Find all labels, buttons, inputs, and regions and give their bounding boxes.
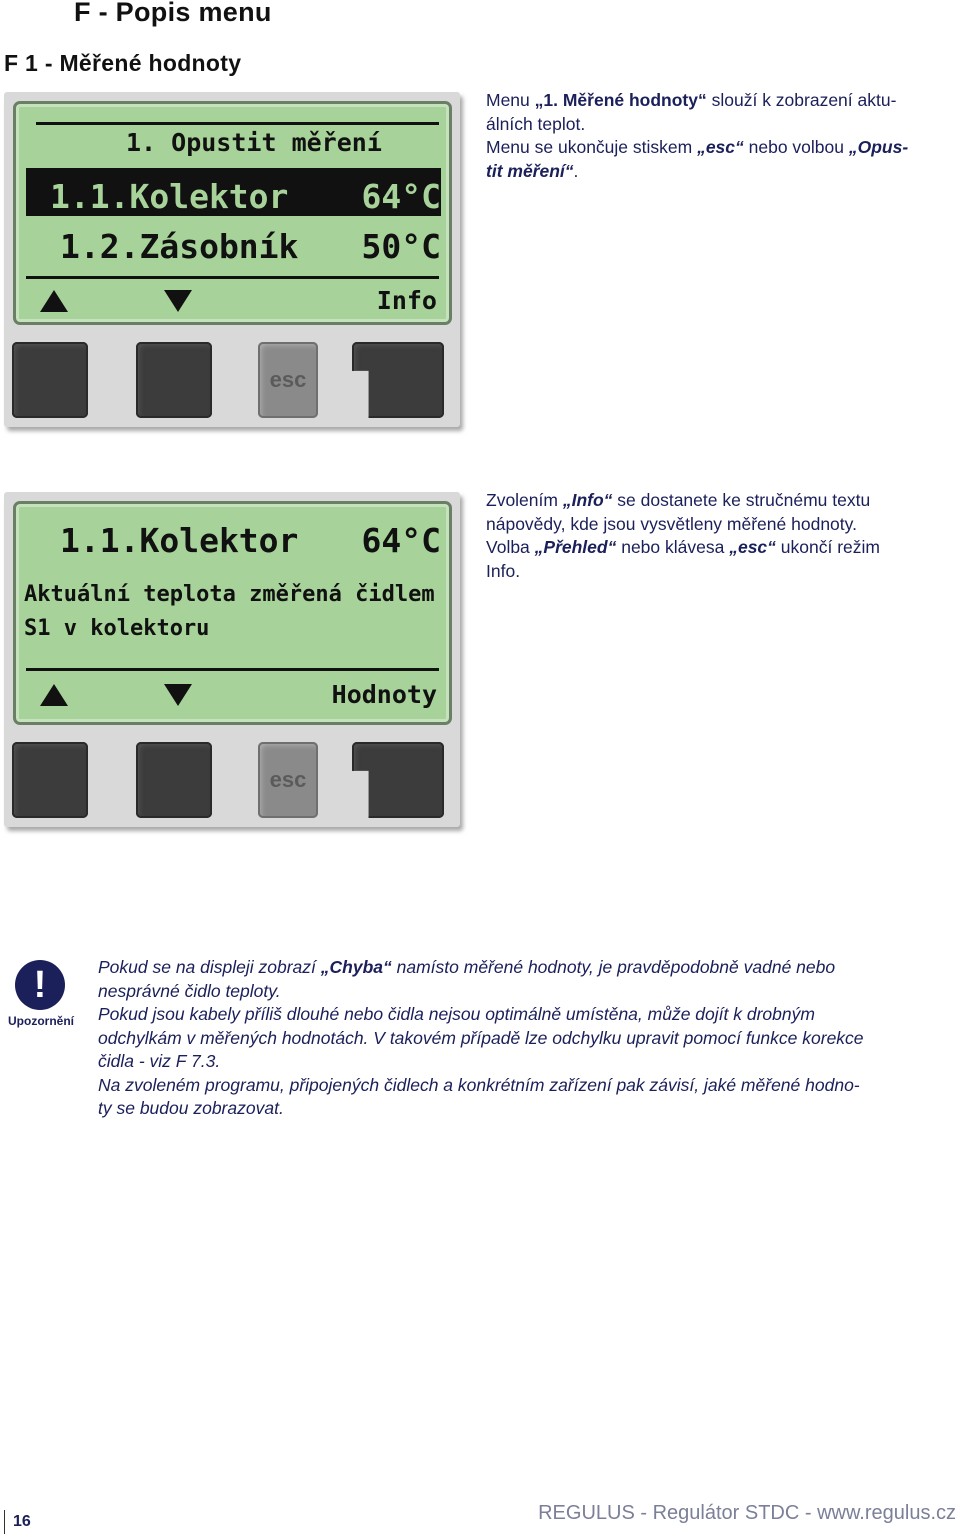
warning-line-3: Pokud jsou kabely příliš dlouhé nebo čidla nejsou optimálně umístěna, může dojít k drobným [98,1004,815,1024]
text: . [573,160,579,181]
lcd-bottom-rule [26,276,439,279]
esc-button: esc [258,342,318,418]
paragraph-measured-values [486,89,956,183]
para2-line-3 [486,536,956,560]
warning-line-1 [98,956,958,980]
lcd-row-collector-label: 1.1.Kolektor [60,521,299,560]
up-button [12,342,88,418]
text: nebo klávesa [616,537,730,557]
text: Zvolením [486,490,563,510]
menu-name: „1. Měřené hodnoty“ [534,90,707,110]
para2-line-4: Info. [486,560,521,581]
warning-text [98,956,958,1121]
text: namísto měřené hodnoty, je pravděpodobně vadné nebo [391,957,836,977]
text: Menu se ukončuje stiskem [486,137,698,157]
lcd-top-rule [36,122,439,125]
values-button [352,742,444,818]
down-arrow-icon [164,290,192,312]
warning-label: Upozornění [8,1014,74,1028]
page-number: 16 [4,1510,31,1534]
warning-line-5: čidla - viz F 7.3. [98,1051,221,1071]
up-arrow-icon [40,684,68,706]
lcd-menu-title: 1. Opustit měření [126,128,382,157]
esc-keyword: „esc“ [697,137,744,157]
info-keyword: „Info“ [562,490,613,510]
overview-keyword: „Přehled“ [534,537,617,557]
warning-line-2: nesprávné čidlo teploty. [98,980,281,1001]
footer-text: REGULUS - Regulátor STDC - www.regulus.cz [538,1502,956,1524]
para1-line-2: álních teplot. [486,113,586,134]
warning-line-7: ty se budou zobrazovat. [98,1098,284,1118]
info-button [352,342,444,418]
text: se dostanete ke stručnému textu [612,490,871,510]
text: Pokud se na displeji zobrazí [98,957,321,977]
text: Volba [486,537,535,557]
text: Menu [486,90,535,110]
lcd-row-collector-value: 64°C [361,521,441,560]
text: nebo volbou [743,137,849,157]
exit-keyword: „Opus- [848,137,909,157]
up-button [12,742,88,818]
esc-keyword: „esc“ [729,537,776,557]
para1-line-1 [486,89,956,113]
lcd-info-line-1: Aktuální teplota změřená čidlem [24,582,435,607]
lcd-row-collector-value: 64°C [361,177,441,216]
lcd-bottom-rule [26,668,439,671]
esc-button: esc [258,742,318,818]
error-keyword: „Chyba“ [320,957,392,977]
section-title: F - Popis menu [74,0,272,27]
text: slouží k zobrazení aktu- [706,90,897,110]
lcd-display [13,501,452,725]
warning-line-4: odchylkám v měřených hodnotách. V takovém případě lze odchylku upravit pomocí funkce korekce [98,1027,864,1048]
softkey-values: Hodnoty [331,680,437,709]
softkey-info: Info [376,286,437,315]
lcd-row-collector [26,168,441,216]
up-arrow-icon [40,290,68,312]
lcd-info-line-2: S1 v kolektoru [24,616,210,641]
down-arrow-icon [164,684,192,706]
lcd-row-collector-label: 1.1.Kolektor [50,177,289,216]
subsection-title: F 1 - Měřené hodnoty [4,50,242,76]
lcd-display [13,101,452,325]
para1-line-4 [486,160,956,184]
down-button [136,742,212,818]
controller-image-measured-values [4,92,460,427]
para1-line-3 [486,136,956,160]
lcd-row-tank-value: 50°C [361,227,441,266]
lcd-row-collector [26,514,441,560]
para2-line-2: nápovědy, kde jsou vysvětleny měřené hodnoty. [486,513,857,534]
controller-image-info [4,492,460,827]
para2-line-1 [486,489,956,513]
warning-sign [8,960,72,1028]
paragraph-info [486,489,956,583]
down-button [136,342,212,418]
exit-keyword-cont: tit měření“ [486,160,574,181]
lcd-row-tank-label: 1.2.Zásobník [60,227,299,266]
text: ukončí režim [775,537,880,557]
exclamation-icon: ! [15,960,65,1010]
warning-line-6: Na zvoleném programu, připojených čidlech a konkrétním zařízení pak závisí, jaké měřené hodno- [98,1074,860,1095]
lcd-row-tank [26,222,441,266]
